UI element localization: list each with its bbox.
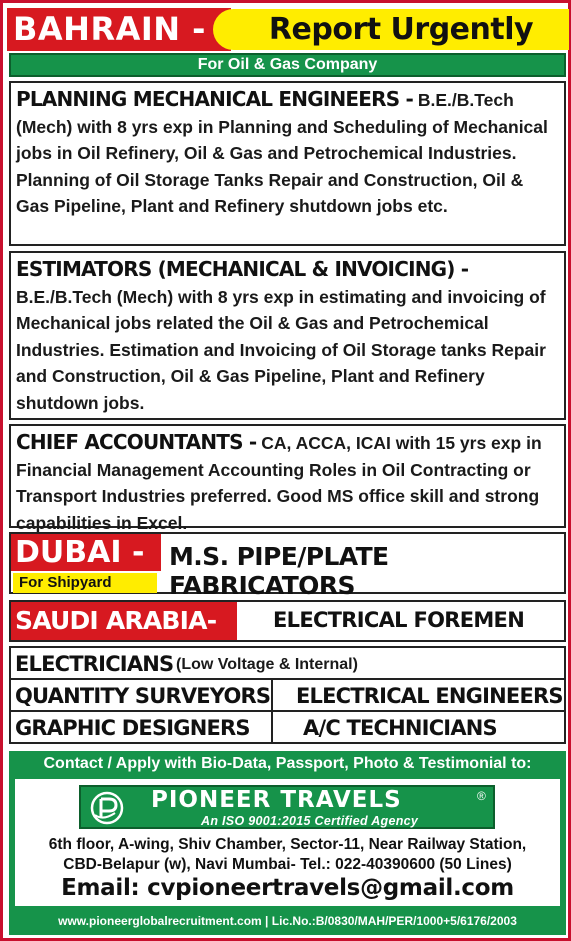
job-details: B.E./B.Tech (Mech) with 8 yrs exp in Planning and Scheduling of Mechanical jobs in Oil Refinery, Oil & Gas and Petrochemical Industries. Planning of Oil Storage Tanks Repair and Construction, Oil & Gas Pipeline, Plant and Refinery shutdown jobs etc. (16, 90, 548, 216)
contact-email[interactable]: Email: cvpioneertravels@gmail.com (61, 875, 514, 901)
contact-footer (9, 751, 566, 935)
ac-technicians-title: A/C TECHNICIANS (303, 716, 497, 740)
agency-logo (79, 785, 495, 829)
address-line-1: 6th floor, A-wing, Shiv Chamber, Sector-11, Near Railway Station, (48, 836, 527, 853)
job-block-chief-accountants (9, 424, 566, 533)
job-paragraph (16, 86, 560, 220)
dubai-job-title: M.S. PIPE/PLATE FABRICATORS (169, 542, 389, 600)
job-block-planning-engineers (9, 81, 566, 246)
saudi-label: SAUDI ARABIA- (11, 602, 237, 640)
iso-certification: An ISO 9001:2015 Certified Agency (201, 814, 419, 828)
job-title: ESTIMATORS (MECHANICAL & INVOICING) - (16, 257, 469, 281)
job-paragraph (16, 256, 560, 416)
job-details: B.E./B.Tech (Mech) with 8 yrs exp in estimating and invoicing of Mechanical jobs related the Oil & Gas and Petrochemical Industries. Estimation and Invoicing of Oil Storage tanks Repair and Construction, Oil & Gas Pipeline, Plant and Refinery shutdown jobs. (16, 286, 546, 413)
registered-mark: ® (477, 789, 486, 803)
header-country: BAHRAIN - (7, 8, 231, 51)
row-divider (271, 678, 273, 712)
electrical-engineers-title: ELECTRICAL ENGINEERS (296, 684, 563, 708)
address-line-2: CBD-Belapur (w), Navi Mumbai- Tel.: 022-40390600 (50 Lines) (63, 856, 512, 873)
graphic-designers-title: GRAPHIC DESIGNERS (15, 716, 250, 740)
job-title: CHIEF ACCOUNTANTS - (16, 430, 257, 454)
electricians-note: (Low Voltage & Internal) (176, 656, 358, 673)
surveyors-engineers-row (9, 678, 566, 712)
website-license-line[interactable]: www.pioneerglobalrecruitment.com | Lic.No.:B/0830/MAH/PER/1000+5/6176/2003 (58, 914, 517, 928)
quantity-surveyors-title: QUANTITY SURVEYORS (15, 684, 271, 708)
job-paragraph (16, 429, 560, 536)
header-urgency: Report Urgently (213, 9, 569, 50)
agency-name: PIONEER TRAVELS (151, 787, 402, 813)
contact-instruction: Contact / Apply with Bio-Data, Passport, Photo & Testimonial to: (43, 755, 532, 772)
designers-technicians-row (9, 710, 566, 744)
electricians-title: ELECTRICIANS (15, 652, 174, 676)
job-title: PLANNING MECHANICAL ENGINEERS - (16, 87, 414, 111)
dubai-subtitle: For Shipyard (13, 573, 157, 593)
row-divider (271, 710, 273, 744)
pioneer-logo-icon (89, 791, 125, 825)
job-details: CA, ACCA, ICAI with 15 yrs exp in Financial Management Accounting Roles in Oil Contracting or Transport Industries preferred. Good MS office skill and strong capabilities in Excel. (16, 433, 542, 533)
saudi-job-title: ELECTRICAL FOREMEN (273, 608, 525, 632)
electricians-row (9, 646, 566, 680)
company-type-banner: For Oil & Gas Company (9, 53, 566, 77)
dubai-label: DUBAI - (11, 534, 161, 571)
dubai-section (9, 532, 566, 600)
job-block-estimators (9, 251, 566, 420)
header (7, 8, 569, 51)
agency-details (15, 779, 560, 906)
saudi-section (9, 600, 566, 642)
